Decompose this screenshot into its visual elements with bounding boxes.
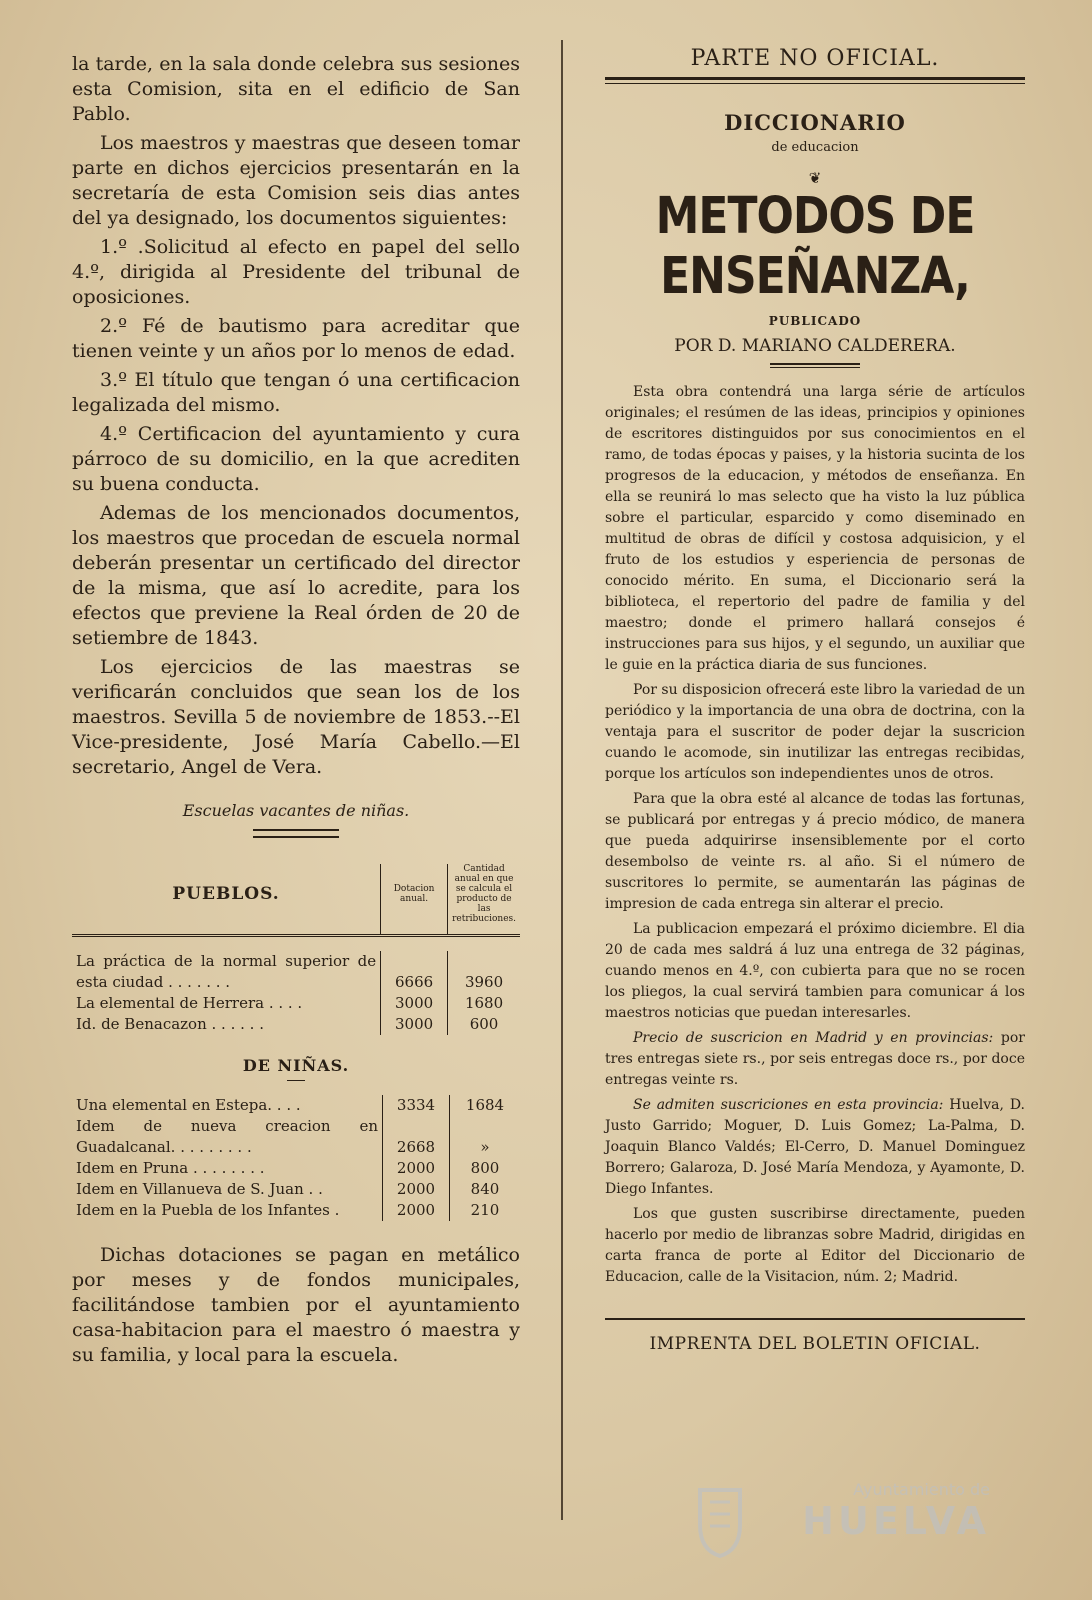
- table-header-row: [72, 864, 520, 936]
- vacancies-table-ninas: [72, 1095, 520, 1221]
- column-header-pueblos: PUEBLOS.: [172, 884, 280, 904]
- column-divider: [561, 40, 563, 1520]
- archive-watermark: [690, 1480, 1010, 1570]
- table-cell-pueblo: Idem en Villanueva de S. Juan . .: [76, 1180, 323, 1198]
- table-cell-cantidad: 840: [450, 1179, 521, 1200]
- table-cell-pueblo: La elemental de Herrera . . . .: [76, 994, 303, 1012]
- paragraph-obra-description: Esta obra contendrá una larga série de artículos originales; el resúmen de las ideas, principios y opiniones de escritores distinguidos por sus conocimientos en el ramo, de todas épocas y paises, y la historia sucinta de los progresos de la educacion, y métodos de enseñanza. En ella se reunirá lo mas selecto que ha visto la luz pública sobre el particular, esparcido y como diseminado en multitud de obras de difícil y costosa adquisicion, y el fruto de los estudios y esperiencia de personas de conocido mérito. En suma, el Diccionario será la biblioteca, el repertorio del padre de familia y del maestro; donde el primero hallará consejos é instrucciones para sus hijos, y el segundo, un auxiliar que le guie en la práctica diaria de sus funciones.: [605, 384, 1025, 673]
- table-cell-pueblo: Id. de Benacazon . . . . . .: [76, 1015, 264, 1033]
- right-column: [605, 48, 1025, 1355]
- table-row: [72, 1200, 520, 1221]
- watermark-name: HUELVA: [802, 1499, 990, 1543]
- table-cell-pueblo: La práctica de la normal superior de esta ciudad . . . . . . .: [76, 952, 377, 991]
- table-cell-dotacion: 3000: [381, 993, 448, 1014]
- imprint-line: IMPRENTA DEL BOLETIN OFICIAL.: [649, 1334, 981, 1354]
- decorative-rule: [770, 363, 860, 368]
- list-item-bautismo: 2.º Fé de bautismo para acreditar que tienen veinte y un años por lo menos de edad.: [72, 315, 520, 362]
- table-row: [72, 1116, 520, 1158]
- table-cell-cantidad: »: [450, 1116, 521, 1158]
- paragraph-disposicion: Por su disposicion ofrecerá este libro la variedad de un periódico y la importancia de una obra de doctrina, con la ventaja para el suscritor de poder dejar la suscricion cuando le acomode, sin inutilizar las entregas recibidas, porque los artículos son independientes unos de otros.: [605, 682, 1025, 782]
- paragraph-signature: Los ejercicios de las maestras se verificarán concluidos que sean los de los maestros. Sevilla 5 de noviembre de 1853.--El Vice-presidente, José María Cabello.—El secretario, Angel de Vera.: [72, 656, 520, 778]
- section-title-parte-no-oficial: PARTE NO OFICIAL.: [690, 46, 940, 71]
- table-row: [72, 1179, 520, 1200]
- table-cell-dotacion: 6666: [381, 951, 448, 993]
- table-cell-dotacion: 2000: [383, 1200, 450, 1221]
- label-publicado: PUBLICADO: [768, 314, 862, 328]
- crest-icon: [690, 1480, 750, 1560]
- heading-diccionario: DICCIONARIO: [724, 110, 906, 135]
- left-column: [72, 52, 520, 1372]
- list-item-certificacion: 4.º Certificacion del ayuntamiento y cura párroco de su domicilio, en la que acrediten su buena conducta.: [72, 423, 520, 495]
- label-precio: Precio de suscricion en Madrid y en provincias:: [633, 1030, 994, 1046]
- table-cell-cantidad: 3960: [448, 951, 520, 993]
- table-cell-cantidad: 600: [448, 1014, 520, 1035]
- bottom-rule: [605, 1318, 1025, 1320]
- table-cell-pueblo: Idem de nueva creacion en Guadalcanal. . . . . . . . .: [76, 1117, 378, 1156]
- watermark-top-text: Ayuntamiento de: [853, 1480, 990, 1499]
- paragraph-publicacion: La publicacion empezará el próximo diciembre. El dia 20 de cada mes saldrá á luz una entrega de 32 páginas, cuando menos en 4.º, con cubierta para que no se rocen los pliegos, la cual servirá tambien para comunicar á los maestros noticias que puedan interesarles.: [605, 921, 1025, 1021]
- table-cell-dotacion: 2000: [383, 1179, 450, 1200]
- list-item-titulo: 3.º El título que tengan ó una certificacion legalizada del mismo.: [72, 369, 520, 416]
- vacancies-table: [72, 864, 520, 1035]
- table-cell-pueblo: Idem en Pruna . . . . . . . .: [76, 1159, 265, 1177]
- table-row: [72, 993, 520, 1014]
- table-cell-dotacion: 2000: [383, 1158, 450, 1179]
- label-suscriciones: Se admiten suscriciones en esta provincia:: [633, 1097, 944, 1113]
- table-row: [72, 951, 520, 993]
- table-cell-cantidad: 210: [450, 1200, 521, 1221]
- table-cell-pueblo: Idem en la Puebla de los Infantes .: [76, 1201, 340, 1219]
- paragraph-dotaciones: Dichas dotaciones se pagan en metálico por meses y de fondos municipales, facilitándose tambien por el ayuntamiento casa-habitacion para el maestro ó maestra y su familia, y local para la escuela.: [72, 1244, 520, 1366]
- paragraph-precio: [605, 1028, 1025, 1091]
- table-cell-cantidad: 800: [450, 1158, 521, 1179]
- paragraph-commission-location: la tarde, en la sala donde celebra sus sesiones esta Comision, sita en el edificio de San Pablo.: [72, 53, 520, 125]
- subheading-de-ninas: DE NIÑAS.: [242, 1056, 350, 1075]
- table-cell-pueblo: Una elemental en Estepa. . . .: [76, 1096, 301, 1114]
- table-row: [72, 1014, 520, 1035]
- table-cell-cantidad: 1680: [448, 993, 520, 1014]
- text-suscriciones: Huelva, D. Justo Garrido; Moguer, D. Luis Gomez; La-Palma, D. Joaquin Blanco Valdés; El-Cerro, D. Manuel Dominguez Borrero; Galaroza, D. José María Mendoza, y Ayamonte, D. Diego Infantes.: [605, 1097, 1025, 1197]
- heading-metodos-de-ensenanza: METODOS DE ENSEÑANZA,: [655, 187, 975, 306]
- paragraph-suscriciones: [605, 1095, 1025, 1200]
- table-row: [72, 1158, 520, 1179]
- paragraph-fortunas: Para que la obra esté al alcance de todas las fortunas, se publicará por entregas y á precio módico, de manera que pueda adquirirse insensiblemente por el corto desembolso de veinte rs. al año. Si el número de suscritores lo permite, se aumentarán las páginas de impresion de cada entrega sin alterar el precio.: [605, 791, 1025, 912]
- ornament-icon: ❦: [808, 169, 822, 187]
- decorative-rule: [253, 829, 339, 838]
- author-line: POR D. MARIANO CALDERERA.: [674, 336, 956, 356]
- table-cell-dotacion: 3000: [381, 1014, 448, 1035]
- table-cell-dotacion: 2668: [383, 1116, 450, 1158]
- table-cell-dotacion: 3334: [383, 1095, 450, 1116]
- table-row: [72, 1095, 520, 1116]
- decorative-rule: [287, 1080, 305, 1081]
- column-header-cantidad: Cantidad anual en que se calcula el producto de las retribuciones.: [448, 864, 520, 936]
- paragraph-documents-intro: Los maestros y maestras que deseen tomar parte en dichos ejercicios presentarán en la secretaría de esta Comision seis dias antes del ya designado, los documentos siguientes:: [72, 132, 520, 229]
- list-item-solicitud: 1.º .Solicitud al efecto en papel del sello 4.º, dirigida al Presidente del tribunal de oposiciones.: [72, 236, 520, 308]
- paragraph-directamente: Los que gusten suscribirse directamente, pueden hacerlo por medio de libranzas sobre Madrid, dirigidas en carta franca de porte al Editor del Diccionario de Educacion, calle de la Visitacion, núm. 2; Madrid.: [605, 1206, 1025, 1285]
- table-cell-cantidad: 1684: [450, 1095, 521, 1116]
- double-rule: [605, 77, 1025, 84]
- heading-de-educacion: de educacion: [771, 140, 859, 155]
- paragraph-normal-school: Ademas de los mencionados documentos, los maestros que procedan de escuela normal deberán presentar un certificado del director de la misma, que así lo acredite, para los efectos que previene la Real órden de 20 de setiembre de 1843.: [72, 502, 520, 649]
- column-header-dotacion: Dotacion anual.: [381, 864, 448, 936]
- text-precio: por tres entregas siete rs., por seis entregas doce rs., por doce entregas veinte rs.: [605, 1030, 1025, 1088]
- section-heading-vacancies: Escuelas vacantes de niñas.: [182, 801, 410, 820]
